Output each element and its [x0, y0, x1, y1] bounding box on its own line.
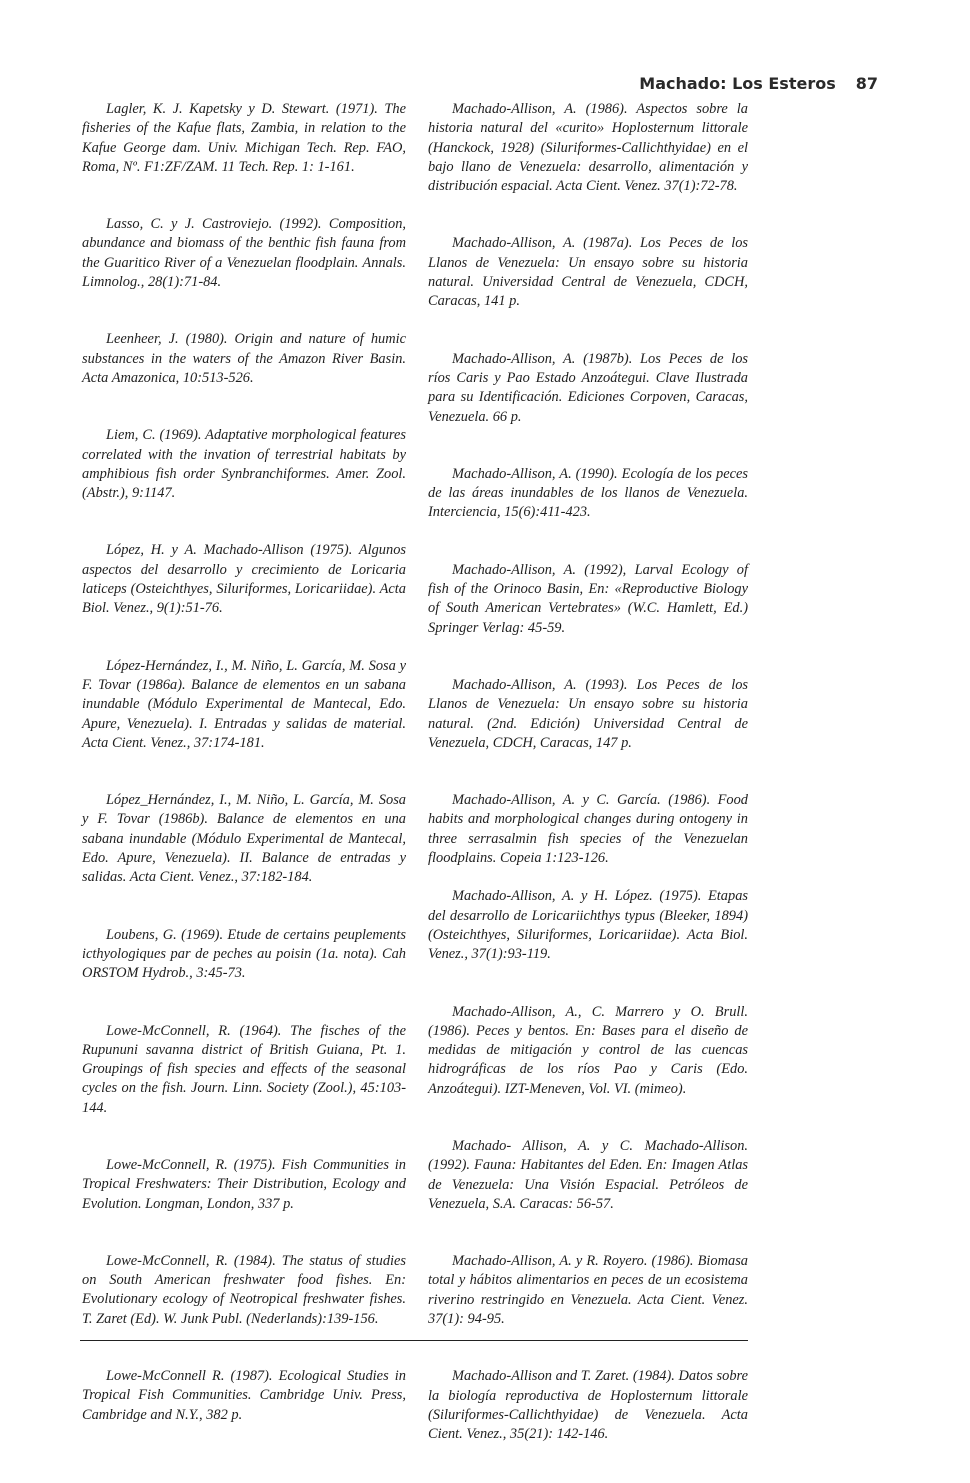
- reference-entry: Lowe-McConnell R. (1987). Ecological Studies in Tropical Fish Communities. Cambridge Univ. Press, Cambridge and N.Y., 382 p.: [82, 1368, 406, 1423]
- reference-entry: Machado-Allison, A. y H. López. (1975). Etapas del desarrollo de Loricariichthys typus (Bleeker, 1894) (Osteichthyes, Siluriformes, Loricariidae). Acta Biol. Venez., 37(1):93-119.: [428, 888, 748, 963]
- references-left-column: [82, 100, 406, 1463]
- reference-entry: Machado-Allison, A. (1992), Larval Ecology of fish of the Orinoco Basin, En: «Reproductive Biology of South American Vertebrates» (W.C. Hamlett, Ed.) Springer Verlag: 45-59.: [428, 561, 748, 636]
- reference-entry: Lasso, C. y J. Castroviejo. (1992). Composition, abundance and biomass of the benthic fish fauna from the Guaritico River of a Venezuelan floodplain. Annals. Limnolog., 28(1):71-84.: [82, 216, 406, 291]
- reference-entry: Leenheer, J. (1980). Origin and nature of humic substances in the waters of the Amazon River Basin. Acta Amazonica, 10:513-526.: [82, 331, 406, 386]
- reference-entry: Machado-Allison and T. Zaret. (1984). Datos sobre la biología reproductiva de Hoplosternum littorale (Siluriformes-Callichthyidae) de Venezuela. Acta Cient. Venez., 35(21): 142-146.: [428, 1368, 748, 1443]
- reference-entry: Machado-Allison, A., C. Marrero y O. Brull. (1986). Peces y bentos. En: Bases para el diseño de medidas de mitigación y control de las cuencas hidrográficas de los ríos Pao y Caris (Edo. Anzoátegui). IZT-Meneven, Vol. VI. (mimeo).: [428, 1003, 748, 1097]
- reference-entry: Lowe-McConnell, R. (1964). The fisches of the Rupununi savanna district of British Guiana, Pt. 1. Groupings of fish species and effects of the seasonal cycles on the fish. Journ. Linn. Society (Zool.), 45:103-144.: [82, 1022, 406, 1116]
- reference-entry: Lagler, K. J. Kapetsky y D. Stewart. (1971). The fisheries of the Kafue flats, Zambia, in relation to the Kafue George dam. Univ. Michigan Tech. Rep. FAO, Roma, Nº. F1:ZF/ZAM. 11 Tech. Rep. 1: 1-161.: [82, 101, 406, 175]
- reference-entry: Machado-Allison, A. (1986). Aspectos sobre la historia natural del «curito» Hoplosternum littorale (Hanckock, 1928) (Siluriformes-Callichthyidae) en el bajo llano de Venezuela: desarrollo, alimentación y distribución espacial. Acta Cient. Venez. 37(1):72-78.: [428, 101, 748, 195]
- reference-entry: Liem, C. (1969). Adaptative morphological features correlated with the invation of terrestrial habitats by amphibious fish order Synbranchiformes. Amer. Zool. (Abstr.), 9:1147.: [82, 427, 406, 502]
- reference-entry: Machado-Allison, A. (1987b). Los Peces de los ríos Caris y Pao Estado Anzoátegui. Clave Ilustrada para su Identificación. Ediciones Corpoven, Caracas, Venezuela. 66 p.: [428, 350, 748, 425]
- reference-entry: López-Hernández, I., M. Niño, L. García, M. Sosa y F. Tovar (1986a). Balance de elementos en un sabana inundable (Módulo Experimental de Mantecal, Edo. Apure, Venezuela). I. Entradas y salidas de material. Acta Cient. Venez., 37:174-181.: [82, 657, 406, 751]
- reference-entry: López, H. y A. Machado-Allison (1975). Algunos aspectos del desarrollo y crecimiento de Loricaria laticeps (Osteichthyes, Siluriformes, Loricariidae). Acta Biol. Venez., 9(1):51-76.: [82, 542, 406, 617]
- reference-entry: Machado-Allison, A. (1993). Los Peces de los Llanos de Venezuela: Un ensayo sobre su historia natural. (2nd. Edición) Universidad Central de Venezuela, CDCH, Caracas, 147 p.: [428, 676, 748, 751]
- footer-rule: [80, 1340, 748, 1341]
- reference-entry: Machado-Allison, A. (1990). Ecología de los peces de las áreas inundables de los llanos de Venezuela. Interciencia, 15(6):411-423.: [428, 465, 748, 521]
- reference-entry: Loubens, G. (1969). Etude de certains peuplements icthyologiques par de peches au poisin (1a. nota). Cah ORSTOM Hydrob., 3:45-73.: [82, 926, 406, 982]
- reference-entry: Machado-Allison, A. y C. García. (1986). Food habits and morphological changes during ontogeny in three serrasalmin fish species of the Venezuelan floodplains. Copeia 1:123-126.: [428, 792, 748, 867]
- reference-entry: Machado-Allison, A. y R. Royero. (1986). Biomasa total y hábitos alimentarios en peces de un ecosistema riverino restringido en Venezuela. Acta Cient. Venez. 37(1): 94-95.: [428, 1253, 748, 1328]
- reference-entry: Machado-Allison, A. (1987a). Los Peces de los Llanos de Venezuela: Un ensayo sobre su historia natural. Universidad Central de Venezuela, CDCH, Caracas, 141 p.: [428, 235, 748, 310]
- running-header: [639, 74, 878, 93]
- reference-entry: Lowe-McConnell, R. (1975). Fish Communities in Tropical Freshwaters: Their Distribution, Ecology and Evolution. Longman, London, 337 p.: [82, 1156, 406, 1212]
- reference-entry: López_Hernández, I., M. Niño, L. García, M. Sosa y F. Tovar (1986b). Balance de elementos en una sabana inundable (Módulo Experimental de Mantecal, Edo. Apure, Venezuela). II. Balance de entradas y salidas. Acta Cient. Venez., 37:182-184.: [82, 792, 406, 886]
- running-title: Machado: Los Esteros: [639, 74, 836, 93]
- reference-entry: Machado- Allison, A. y C. Machado-Allison. (1992). Fauna: Habitantes del Eden. En: Imagen Atlas de Venezuela: Una Visión Espacial. Petróleos de Venezuela, S.A. Caracas: 56-57.: [428, 1137, 748, 1212]
- reference-entry: Lowe-McConnell, R. (1984). The status of studies on South American freshwater food fishes. En: Evolutionary ecology of Neotropical freshwater fishes. T. Zaret (Ed). W. Junk Publ. (Nederlands):139-156.: [82, 1252, 406, 1327]
- references-right-column: [428, 100, 748, 1483]
- page-number: 87: [855, 74, 878, 93]
